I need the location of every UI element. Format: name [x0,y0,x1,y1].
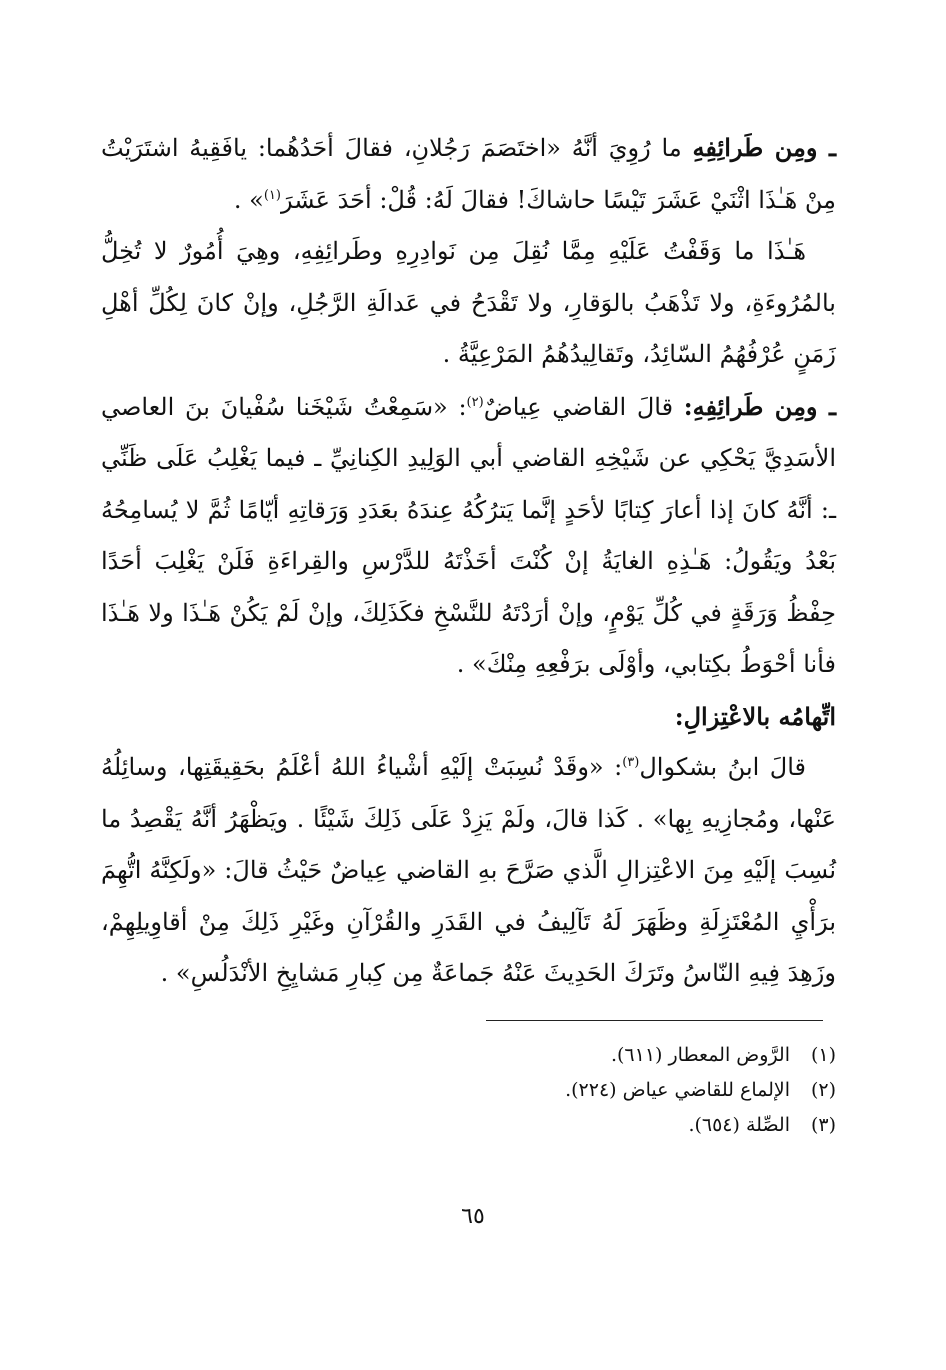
paragraph-anecdote-goats [101,122,836,226]
footnote-text: الإلماع للقاضي عياض (٢٢٤). [565,1079,790,1101]
paragraph-text: : «وقَدْ نُسِبَتْ إلَيْهِ أشْياءُ اللهُ أعْلَمُ بحَقِيقَتِها، وسائِلُهُ عَنْها، ومُجازِيهِ بِها» . كَذا قالَ، ولَمْ يَزِدْ عَلَى ذَلِكَ شَيْئًا . ويَظْهَرُ أنَّهُ يَقْصِدُ ما نُسِبَ إلَيْهِ مِنَ الاعْتِزالِ الَّذي صَرَّحَ بهِ القاضي عِياضٌ حَيْثُ قالَ: «ولَكِنَّهُ اتُّهِمَ برَأْيِ المُعْتَزِلَةِ وظَهَرَ لَهُ تَآلِيفُ في القَدَرِ والقُرْآنِ وغَيْرِ ذَلِكَ مِنْ أقاوِيلِهِمْ، وزَهِدَ فِيهِ النّاسُ وتَرَكَ الحَدِيثَ عَنْهُ جَماعَةٌ مِن كِبارِ مَشايِخِ الأنْدَلُسِ» . [101,753,836,987]
footnote-item [436,1038,836,1073]
paragraph-text: قالَ ابنُ بشكوال [639,753,807,781]
footnote-number: (١) [810,1044,836,1066]
paragraph-summary [101,226,836,381]
footnote-number: (٢) [810,1079,836,1101]
footnotes [436,1038,836,1143]
footnote-text: الصِّلة (٦٥٤). [688,1114,790,1136]
paragraph-text: : «سَمِعْتُ شَيْخَنا سُفْيانَ بنَ العاصي الأسَدِيَّ يَحْكِي عن شَيْخِهِ القاضي أبي الوَلِيدِ الكِنانِيِّ ـ فيما يَغْلِبُ عَلَى ظَنِّي ـ: أنَّهُ كانَ إذا أعارَ كِتابًا لأحَدٍ إنَّما يَترُكُهُ عِندَهُ بعَدَدِ وَرَقاتِهِ أيّامًا ثُمَّ لا يُسامِحُهُ بَعْدُ ويَقُولُ: هَـٰذِهِ الغايَةُ إنْ كُنْتَ أخَذْتَهُ للدَّرْسِ والقِراءَةِ فَلَنْ يَغْلِبَ أحَدًا حِفْظُ وَرَقَةٍ في كُلِّ يَوْمٍ، وإنْ أرَدْتَهُ للنَّسْخِ فكَذَلِكَ، وإنْ لَمْ يَكُنْ هَـٰذَا ولا هَـٰذَا فأنا أحْوَطُ بكِتابي، وأوْلَى برَفْعِهِ مِنْكَ» . [101,392,836,678]
footnote-text: الرَّوض المعطار (٦١١). [610,1044,790,1066]
paragraph-text: ما رُوِيَ أنَّهُ «اختَصَمَ رَجُلانِ، فقالَ أحَدُهُما: يافَقِيهُ اشتَرَيْتُ مِنْ هَـٰذَا اثْنَيْ عَشَرَ تَيْسًا حاشاكَ! فقالَ لَهُ: قُلْ: أحَدَ عَشَرَ [101,134,836,214]
footnote-item [436,1108,836,1143]
paragraph-anecdote-books [101,381,836,691]
page-number: ٦٥ [461,1204,485,1229]
section-heading: اتِّهامُه بالاعْتِزالِ: [674,701,836,731]
footnote-item [436,1073,836,1108]
footnote-ref-3: (٣) [622,755,640,770]
paragraph-text: » . [233,185,264,214]
footnote-separator [486,1020,823,1021]
paragraph-accusation [101,742,836,1000]
paragraph-lead: ـ ومِن طَرائِفِهِ [692,133,836,162]
paragraph-text: قالَ القاضي عِياضٌ [483,392,684,421]
paragraph-text: هَـٰذَا ما وَقَفْتُ عَلَيْهِ مِمَّا نُقِلَ مِن نَوادِرِهِ وطَرائِفِهِ، وهِيَ أُمُورٌ لا تُخِلُّ بالمُرُوءَةِ، ولا تَذْهَبُ بالوَقارِ، ولا تَقْدَحُ في عَدالَةِ الرَّجُلِ، وإنْ كانَ لِكُلِّ أهْلِ زَمَنٍ عُرْفُهُمُ السّائِدُ، وتَقالِيدُهُمُ المَرْعِيَّةُ . [101,237,836,368]
footnote-ref-2: (٢) [466,394,484,410]
paragraph-lead: ـ ومِن طَرائِفِهِ: [683,391,836,421]
main-text [101,122,836,1000]
footnote-number: (٣) [810,1114,836,1136]
footnote-ref-1: (١) [263,187,281,203]
